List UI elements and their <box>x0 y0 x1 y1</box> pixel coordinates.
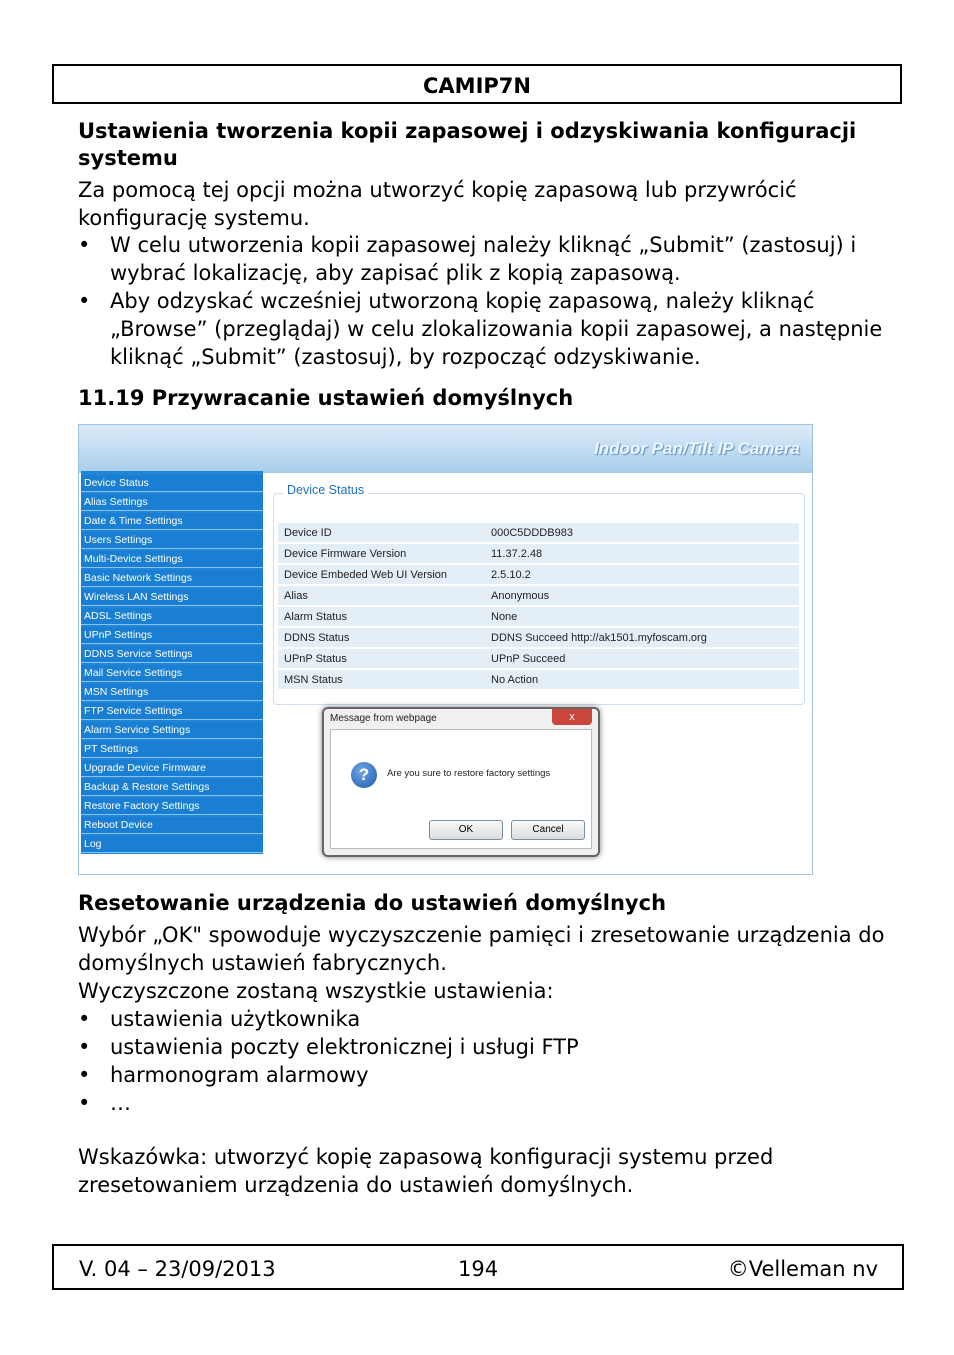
table-row <box>278 544 799 563</box>
backup-bullet-list <box>78 231 898 371</box>
status-value: No Action <box>485 670 799 689</box>
dialog-title: Message from webpage <box>330 713 437 724</box>
table-row <box>278 565 799 584</box>
table-row <box>278 649 799 668</box>
sidebar-item-ddns-service-settings[interactable]: DDNS Service Settings <box>81 646 263 663</box>
status-key: UPnP Status <box>278 649 485 668</box>
sidebar-item-upgrade-device-firmware[interactable]: Upgrade Device Firmware <box>81 760 263 777</box>
page-header-title: CAMIP7N <box>52 64 902 104</box>
settings-sidebar <box>81 471 263 873</box>
sidebar-item-users-settings[interactable]: Users Settings <box>81 532 263 549</box>
status-value: 000C5DDDB983 <box>485 523 799 542</box>
camera-banner <box>79 425 812 473</box>
reset-paragraph: Wybór „OK" spowoduje wyczyszczenie pamięci i zresetowanie urządzenia do domyślnych ustawień fabrycznych. <box>78 923 885 975</box>
table-row <box>278 607 799 626</box>
sidebar-item-restore-factory-settings[interactable]: Restore Factory Settings <box>81 798 263 815</box>
sidebar-item-backup-restore-settings[interactable]: Backup & Restore Settings <box>81 779 263 796</box>
sidebar-item-reboot-device[interactable]: Reboot Device <box>81 817 263 834</box>
sidebar-item-basic-network-settings[interactable]: Basic Network Settings <box>81 570 263 587</box>
list-item: • Aby odzyskać wcześniej utworzoną kopię zapasową, należy kliknąć „Browse” (przeglądaj) w celu zlokalizowania kopii zapasowej, a następnie kliknąć „Submit” (zastosuj), by rozpocząć odzyskiwanie. <box>78 287 898 371</box>
camera-web-ui-screenshot <box>78 424 813 875</box>
sidebar-item-alias-settings[interactable]: Alias Settings <box>81 494 263 511</box>
list-item: • W celu utworzenia kopii zapasowej należy kliknąć „Submit” (zastosuj) i wybrać lokalizację, aby zapisać plik z kopią zapasową. <box>78 231 898 287</box>
sidebar-item-pt-settings[interactable]: PT Settings <box>81 741 263 758</box>
dialog-question: Are you sure to restore factory settings <box>387 768 551 779</box>
sidebar-item-mail-service-settings[interactable]: Mail Service Settings <box>81 665 263 682</box>
reset-list-intro: Wyczyszczone zostaną wszystkie ustawienia: <box>78 979 554 1003</box>
status-value: 2.5.10.2 <box>485 565 799 584</box>
ok-button[interactable]: OK <box>429 820 503 840</box>
sidebar-item-adsl-settings[interactable]: ADSL Settings <box>81 608 263 625</box>
footer-page-number: 194 <box>458 1257 499 1281</box>
table-row <box>278 523 799 542</box>
tip-paragraph: Wskazówka: utworzyć kopię zapasową konfiguracji systemu przed zresetowaniem urządzenia do ustawień domyślnych. <box>78 1145 774 1197</box>
section-heading-restore-defaults: 11.19 Przywracanie ustawień domyślnych <box>78 386 574 410</box>
list-item: • … <box>78 1089 898 1117</box>
status-key: Alarm Status <box>278 607 485 626</box>
list-item: • ustawienia poczty elektronicznej i usługi FTP <box>78 1033 898 1061</box>
sidebar-item-multi-device-settings[interactable]: Multi-Device Settings <box>81 551 263 568</box>
sidebar-item-alarm-service-settings[interactable]: Alarm Service Settings <box>81 722 263 739</box>
list-item: • ustawienia użytkownika <box>78 1005 898 1033</box>
table-row <box>278 670 799 689</box>
sidebar-item-ftp-service-settings[interactable]: FTP Service Settings <box>81 703 263 720</box>
confirm-dialog <box>322 707 600 857</box>
question-icon: ? <box>351 762 377 788</box>
sidebar-item-upnp-settings[interactable]: UPnP Settings <box>81 627 263 644</box>
status-key: DDNS Status <box>278 628 485 647</box>
sidebar-item-device-status[interactable]: Device Status <box>81 475 263 492</box>
banner-title: Indoor Pan/Tilt IP Camera <box>594 439 800 458</box>
reset-bullet-list <box>78 1005 898 1117</box>
device-status-table <box>278 521 799 691</box>
sidebar-item-log[interactable]: Log <box>81 836 263 853</box>
close-icon[interactable]: x <box>552 709 592 725</box>
status-key: Device Embeded Web UI Version <box>278 565 485 584</box>
status-value: None <box>485 607 799 626</box>
section-heading-reset-device: Resetowanie urządzenia do ustawień domyślnych <box>78 891 667 915</box>
status-value: UPnP Succeed <box>485 649 799 668</box>
back-button-label: Back <box>111 859 140 873</box>
status-key: Device ID <box>278 523 485 542</box>
back-button[interactable] <box>81 855 263 875</box>
status-key: Device Firmware Version <box>278 544 485 563</box>
status-value: Anonymous <box>485 586 799 605</box>
device-status-title: Device Status <box>283 483 368 497</box>
footer-version: V. 04 – 23/09/2013 <box>79 1257 276 1281</box>
status-value: DDNS Succeed http://ak1501.myfoscam.org <box>485 628 799 647</box>
cancel-button[interactable]: Cancel <box>511 820 585 840</box>
list-item: • harmonogram alarmowy <box>78 1061 898 1089</box>
status-key: MSN Status <box>278 670 485 689</box>
footer-copyright: ©Velleman nv <box>727 1257 878 1281</box>
table-row <box>278 628 799 647</box>
sidebar-item-wireless-lan-settings[interactable]: Wireless LAN Settings <box>81 589 263 606</box>
status-key: Alias <box>278 586 485 605</box>
sidebar-item-date-time-settings[interactable]: Date & Time Settings <box>81 513 263 530</box>
page-footer <box>52 1244 904 1290</box>
backup-intro-paragraph: Za pomocą tej opcji można utworzyć kopię zapasową lub przywrócić konfigurację systemu. <box>78 178 797 230</box>
section-heading-backup: Ustawienia tworzenia kopii zapasowej i odzyskiwania konfiguracji systemu <box>78 119 857 170</box>
dialog-body <box>330 729 592 849</box>
table-row <box>278 586 799 605</box>
sidebar-item-msn-settings[interactable]: MSN Settings <box>81 684 263 701</box>
status-value: 11.37.2.48 <box>485 544 799 563</box>
